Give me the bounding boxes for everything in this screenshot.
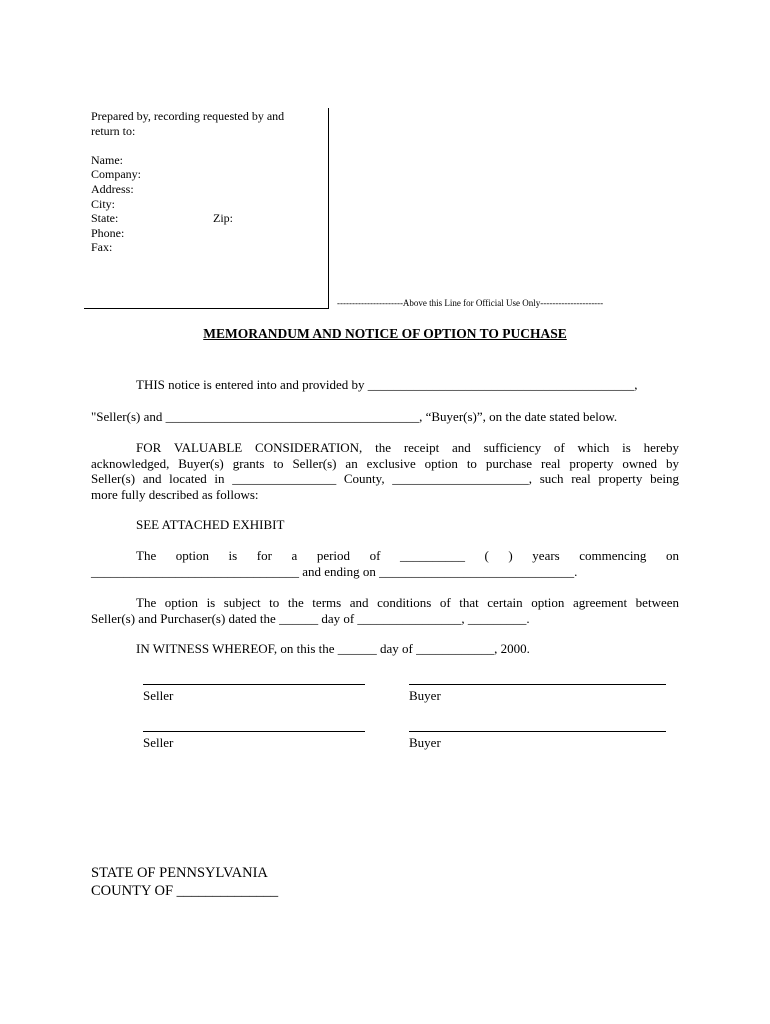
- prepared-by-line-1: Prepared by, recording requested by and: [91, 109, 285, 123]
- consideration-line-4: more fully described as follows:: [91, 486, 259, 502]
- name-label: Name:: [91, 152, 123, 167]
- seller-buyer-line: "Seller(s) and _______________________________________, “Buyer(s)”, on the date stated below.: [91, 409, 618, 424]
- buyer-label-2: Buyer: [409, 735, 441, 750]
- venue-block: [91, 864, 278, 900]
- seller-label-1: Seller: [143, 688, 174, 703]
- seller-label-2: Seller: [143, 735, 174, 750]
- option-subject-line-1: The option is subject to the terms and conditions of that certain option agreement between: [136, 595, 679, 610]
- option-period-paragraph: [91, 548, 679, 579]
- notice-line: THIS notice is entered into and provided by _________________________________________,: [136, 377, 638, 392]
- buyer-signature-line-1: [409, 684, 666, 685]
- consideration-paragraph: [91, 440, 679, 502]
- buyer-signature-line-2: [409, 731, 666, 732]
- option-subject-line-2: Seller(s) and Purchaser(s) dated the ______ day of ________________, _________.: [91, 610, 530, 626]
- fax-label: Fax:: [91, 240, 113, 255]
- state-of-line: STATE OF PENNSYLVANIA: [91, 865, 268, 881]
- seller-signature-line-2: [143, 731, 365, 732]
- witness-line: IN WITNESS WHEREOF, on this the ______ day of ____________, 2000.: [136, 641, 530, 656]
- seller-signature-line-1: [143, 684, 365, 685]
- zip-label: Zip:: [213, 211, 233, 226]
- option-period-line-2: ________________________________ and ending on ______________________________.: [91, 563, 578, 579]
- recording-info-lines: [91, 109, 321, 255]
- recording-info-box: [84, 108, 329, 309]
- option-subject-paragraph: [91, 595, 679, 626]
- official-use-line: ----------------------Above this Line for Official Use Only---------------------: [337, 298, 604, 308]
- consideration-line-2: acknowledged, Buyer(s) grants to Seller(s) an exclusive option to purchase real property owned by: [91, 455, 679, 471]
- city-label: City:: [91, 196, 116, 211]
- option-period-line-1: The option is for a period of __________ ( ) years commencing on: [136, 548, 679, 563]
- exhibit-line: SEE ATTACHED EXHIBIT: [136, 517, 285, 532]
- consideration-line-1: FOR VALUABLE CONSIDERATION, the receipt and sufficiency of which is hereby: [136, 440, 679, 455]
- buyer-label-1: Buyer: [409, 688, 441, 703]
- document-title: MEMORANDUM AND NOTICE OF OPTION TO PUCHASE: [203, 326, 567, 341]
- prepared-by-line-2: return to:: [91, 123, 136, 138]
- state-label: State:: [91, 211, 119, 226]
- phone-label: Phone:: [91, 225, 125, 240]
- state-zip-row: [91, 211, 321, 226]
- county-of-line: COUNTY OF ______________: [91, 883, 279, 899]
- company-label: Company:: [91, 167, 141, 182]
- address-label: Address:: [91, 181, 134, 196]
- consideration-line-3: Seller(s) and located in ________________ County, _____________________, such real property being: [91, 471, 679, 486]
